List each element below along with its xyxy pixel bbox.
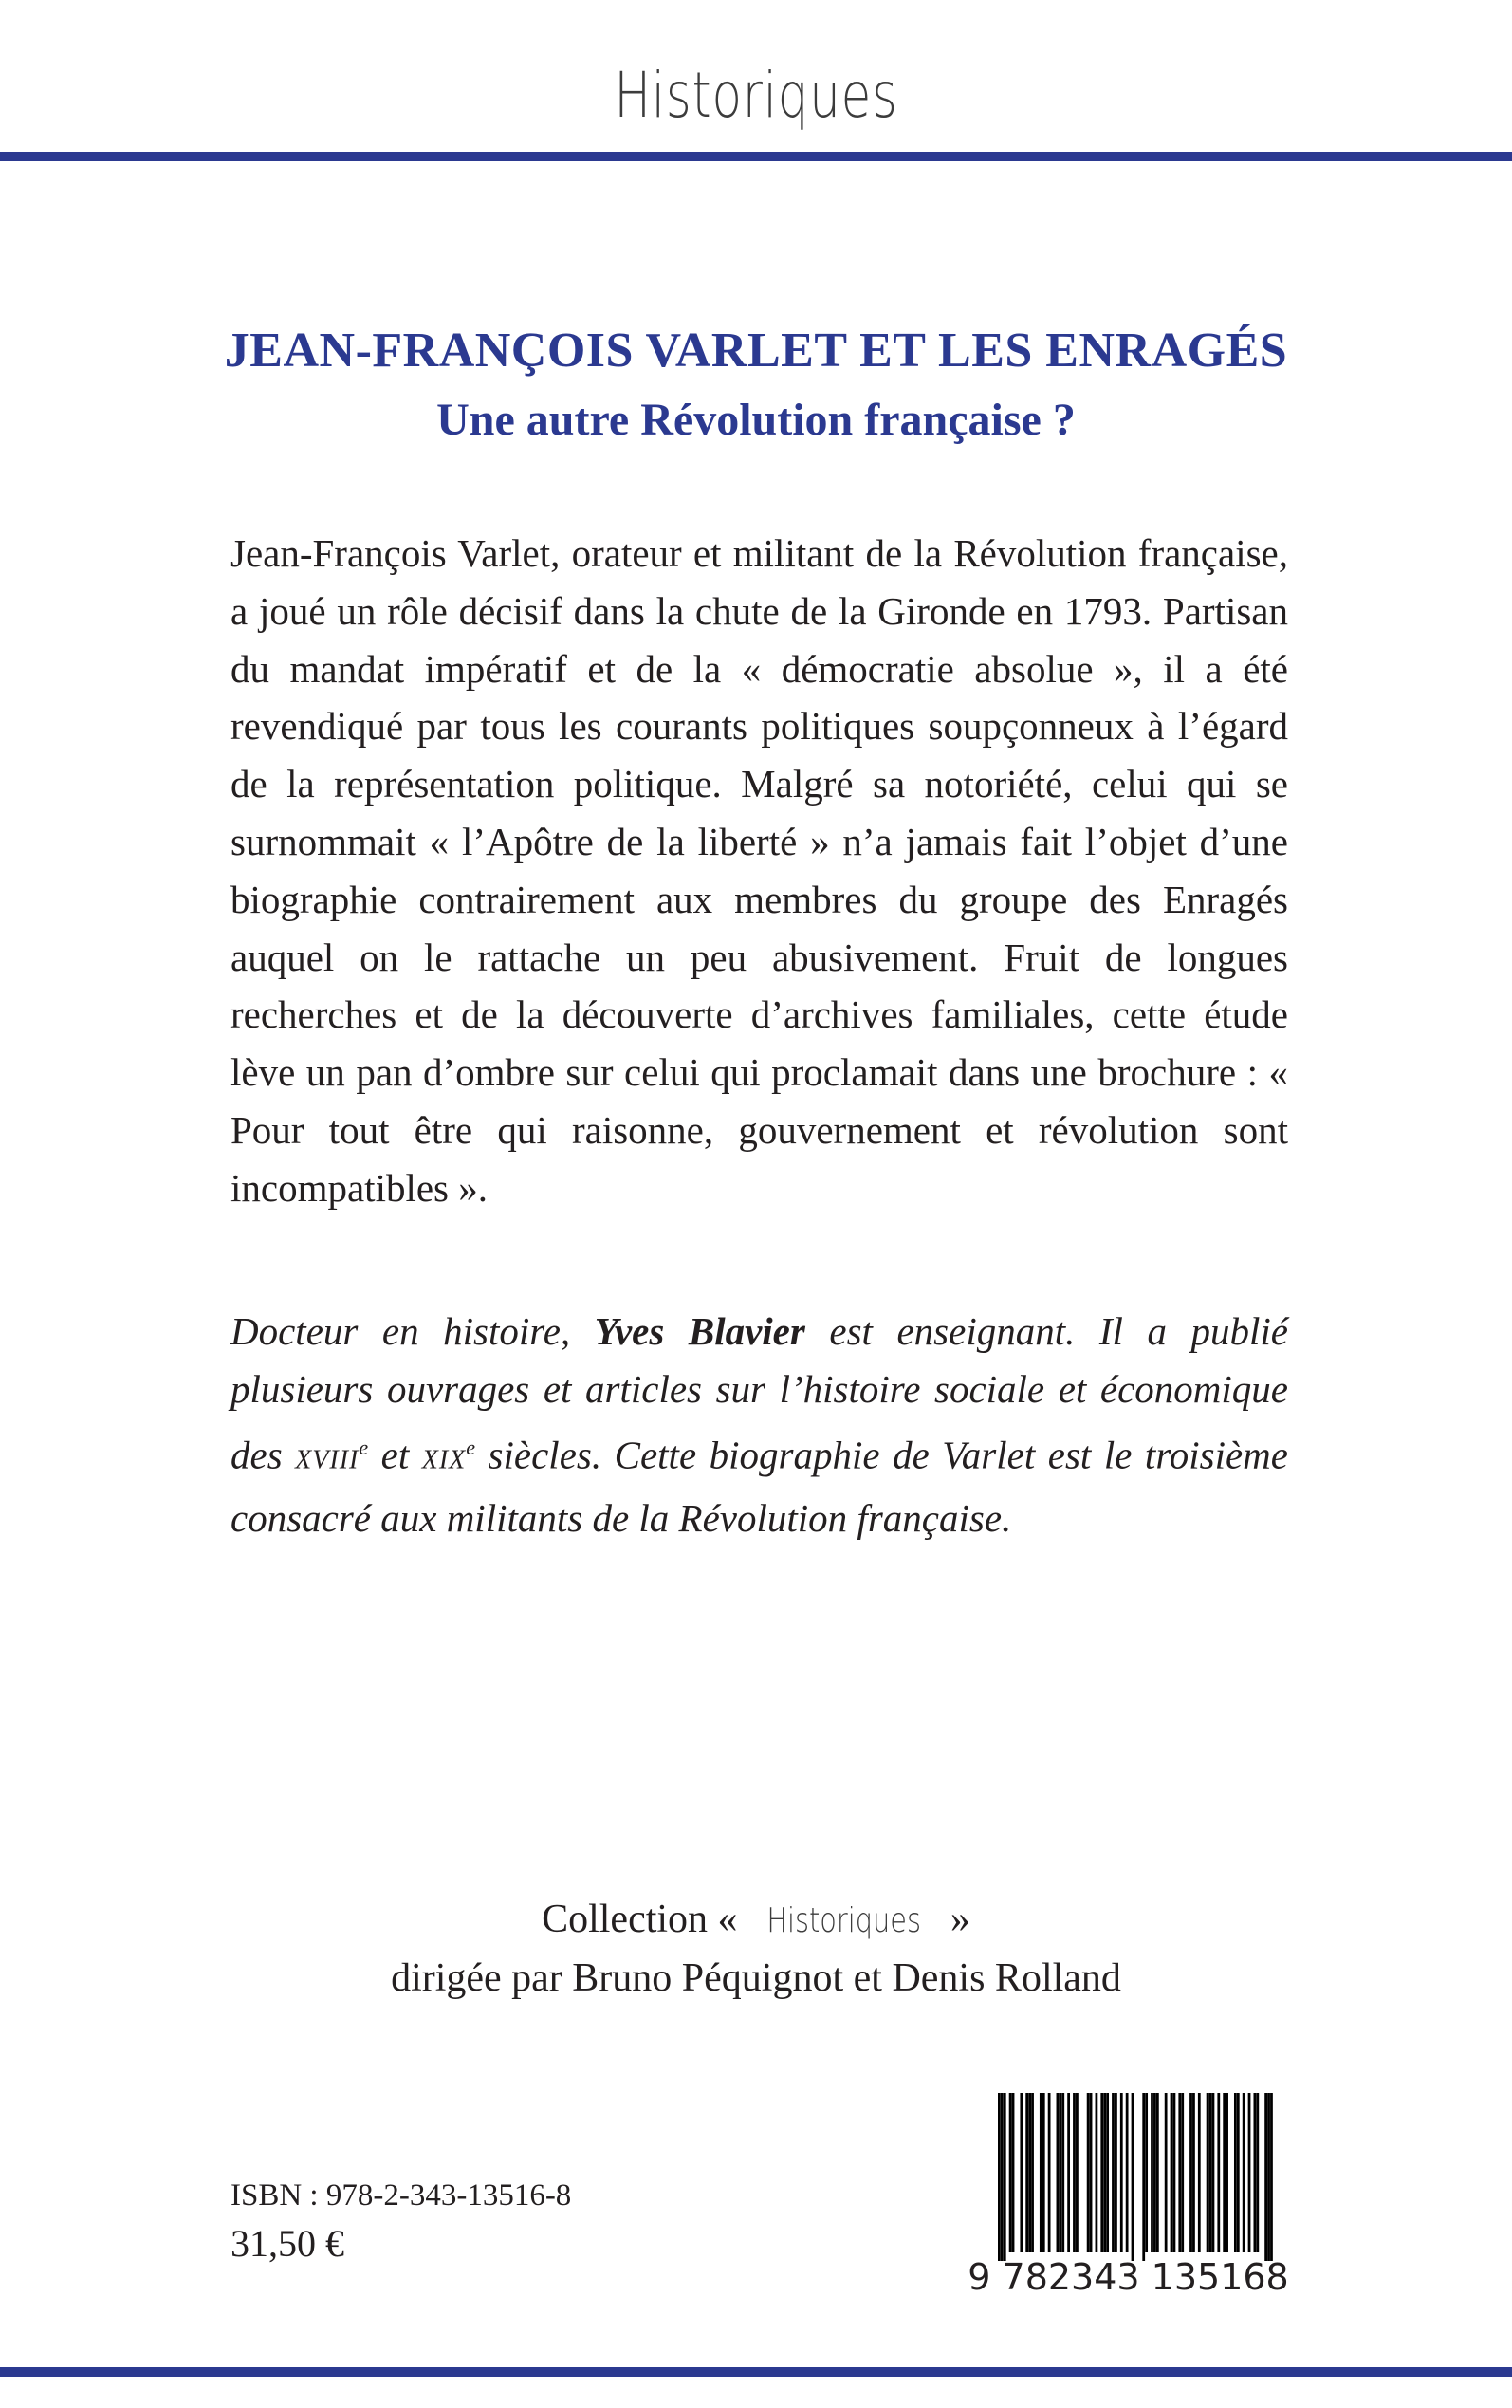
- barcode-bar: [1243, 2093, 1245, 2252]
- barcode-bar: [1264, 2093, 1267, 2261]
- collection-directors: dirigée par Bruno Péquignot et Denis Rolland: [391, 1956, 1121, 2000]
- barcode-bar: [1040, 2093, 1042, 2252]
- collection-line: [0, 1891, 1512, 1950]
- barcode-bar: [1001, 2093, 1004, 2261]
- century-19: XIX: [421, 1445, 467, 1475]
- barcode-bar: [1270, 2093, 1273, 2261]
- barcode-bar: [1031, 2093, 1034, 2252]
- barcode-bar: [1076, 2093, 1079, 2252]
- barcode-bar: [1020, 2093, 1023, 2252]
- barcode-bar: [1256, 2093, 1259, 2252]
- bio-part-4: siècles. Cette biographie de Varlet est le troisième consacré aux militants de la Révolution française.: [230, 1433, 1288, 1540]
- barcode-bar: [1061, 2093, 1064, 2252]
- barcode-bar: [1173, 2093, 1176, 2252]
- century-19-sup: e: [466, 1436, 476, 1459]
- barcode-bar: [1237, 2093, 1240, 2252]
- barcode-bar: [1209, 2093, 1212, 2252]
- barcode-bar: [1198, 2093, 1201, 2252]
- isbn: ISBN : 978-2-343-13516-8: [230, 2178, 572, 2213]
- bio-part-3: et: [368, 1433, 422, 1477]
- bottom-rule: [0, 2367, 1512, 2377]
- barcode-bars: [965, 2085, 1292, 2261]
- book-title: JEAN-FRANÇOIS VARLET ET LES ENRAGÉS: [224, 324, 1288, 378]
- barcode-bar: [1106, 2093, 1109, 2252]
- author-bio: [230, 1303, 1288, 1547]
- barcode-digits: 9 782343 135168: [968, 2256, 1289, 2298]
- barcode-bar: [1223, 2093, 1226, 2252]
- barcode-bar: [1090, 2093, 1093, 2252]
- barcode-bar: [1253, 2093, 1256, 2252]
- barcode-bar: [1073, 2093, 1076, 2252]
- barcode-bar: [1012, 2093, 1015, 2252]
- barcode-bar: [1165, 2093, 1168, 2252]
- barcode-bar: [1057, 2093, 1060, 2252]
- barcode-bar: [1048, 2093, 1051, 2252]
- barcode-bar: [1100, 2093, 1103, 2252]
- barcode-bar: [1207, 2093, 1209, 2252]
- barcode-bar: [1115, 2093, 1117, 2252]
- barcode-bar: [1028, 2093, 1031, 2252]
- bio-part-2: est enseignant. Il a publié plusieurs ouvrages et articles sur l’histoire sociale et économique des: [230, 1309, 1288, 1477]
- collection-prefix: Collection «: [542, 1898, 748, 1941]
- barcode-bar: [1267, 2093, 1270, 2261]
- collection-name: Historiques: [766, 1901, 922, 1940]
- barcode-bar: [1217, 2093, 1220, 2252]
- barcode-bar: [1234, 2093, 1237, 2252]
- barcode-bar: [1067, 2093, 1070, 2252]
- barcode-bar: [1192, 2093, 1195, 2252]
- barcode-bar: [1145, 2093, 1148, 2252]
- barcode-bar: [1120, 2093, 1123, 2252]
- barcode-bar: [1059, 2093, 1061, 2252]
- century-18-sup: e: [359, 1436, 369, 1459]
- barcode-bar: [1126, 2093, 1129, 2252]
- barcode-bar: [1132, 2093, 1134, 2261]
- collection-info: [0, 1891, 1512, 2007]
- barcode-bar: [1087, 2093, 1090, 2252]
- barcode-bar: [1189, 2093, 1192, 2252]
- barcode-bar: [1226, 2093, 1228, 2252]
- barcode-bar: [1156, 2093, 1159, 2252]
- barcode-bar: [998, 2093, 1001, 2261]
- barcode-bar: [1181, 2093, 1184, 2252]
- price: 31,50 €: [230, 2222, 344, 2265]
- barcode-bar: [1009, 2093, 1012, 2252]
- barcode-bar: [1151, 2093, 1153, 2252]
- barcode-bar: [1103, 2093, 1106, 2252]
- barcode-bar: [1112, 2093, 1115, 2252]
- century-18: XVIII: [295, 1445, 360, 1475]
- barcode: [965, 2085, 1292, 2306]
- barcode-bar: [1178, 2093, 1181, 2252]
- barcode-bar: [1212, 2093, 1215, 2252]
- collection-suffix: »: [940, 1898, 970, 1941]
- barcode-bar: [1248, 2093, 1251, 2252]
- book-subtitle: Une autre Révolution française ?: [436, 395, 1076, 445]
- barcode-bar: [1153, 2093, 1156, 2252]
- series-title: Historiques: [614, 59, 898, 132]
- barcode-bar: [1042, 2093, 1045, 2252]
- barcode-bar: [1171, 2093, 1173, 2252]
- author-name: Yves Blavier: [594, 1309, 805, 1353]
- barcode-bar: [1096, 2093, 1098, 2252]
- barcode-bar: [1025, 2093, 1028, 2252]
- book-summary: Jean-François Varlet, orateur et militant de la Révolution française, a joué un rôle décisif dans la chute de la Gironde en 1793. Partisan du mandat impératif et de la « démocratie absolue », il a été revendiqué par tous les courants politiques soupçonneux à l’égard de la représentation politique. Malgré sa notoriété, celui qui se surnommait « l’Apôtre de la liberté » n’a jamais fait l’objet d’une biographie contrairement aux membres du groupe des Enragés auquel on le rattache un peu abusivement. Fruit de longues recherches et de la découverte d’archives familiales, cette étude lève un pan d’ombre sur celui qui proclamait dans une brochure : « Pour tout être qui raisonne, gouvernement et révolution sont incompatibles ».: [230, 531, 1288, 1210]
- barcode-bar: [1004, 2093, 1006, 2261]
- top-rule: [0, 152, 1512, 161]
- barcode-bar: [1142, 2093, 1145, 2261]
- bio-part-1: Docteur en histoire,: [230, 1309, 595, 1353]
